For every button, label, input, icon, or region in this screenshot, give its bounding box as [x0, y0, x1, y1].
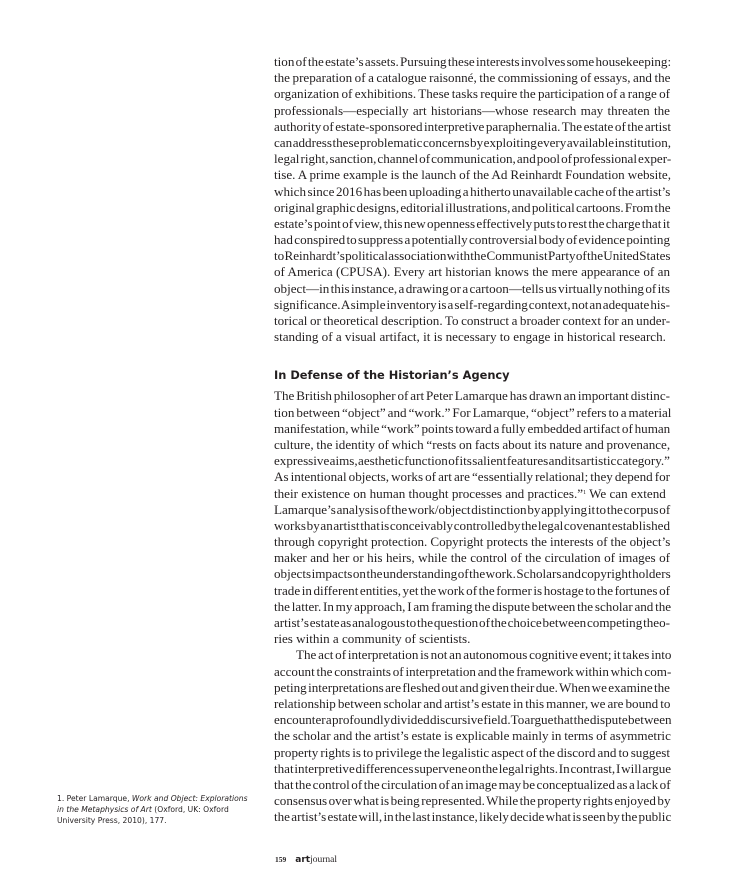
text-line: peting interpretations are fleshed out and given their due. When we examine the — [274, 679, 670, 695]
text-line: that the control of the circulation of an image may be conceptualized as a lack of — [274, 776, 671, 792]
text-line: tion between “object” and “work.” For Lamarque, “object” refers to a material — [274, 404, 672, 420]
text-line: to Reinhardt’s political association with the Communist Party of the United States — [274, 248, 671, 264]
section-paragraph-2 — [274, 647, 670, 825]
text-line: The British philosopher of art Peter Lamarque has drawn an important distinc- — [274, 388, 670, 404]
text-line: had conspired to suppress a potentially controversial body of evidence pointing — [274, 232, 670, 248]
text-line: encounter a profoundly divided discursive field. To argue that the dispute between — [274, 712, 672, 728]
text-line: professionals—especially art historians—whose research may threaten the — [274, 102, 670, 118]
text-line: through copyright protection. Copyright protects the interests of the object’s — [274, 534, 671, 550]
text-line: estate’s point of view, this new openness effectively puts to rest the charge that it — [274, 215, 670, 231]
text-line: culture, the identity of which “rests on facts about its nature and provenance, — [274, 436, 671, 452]
footnote — [57, 793, 257, 827]
text-line: authority of estate-sponsored interpretive paraphernalia. The estate of the artist — [274, 118, 672, 134]
section-body — [274, 388, 670, 825]
text-line: Lamarque’s analysis of the work/object distinction by applying it to the corpus of — [274, 501, 671, 517]
footnote-reference[interactable]: 1 — [583, 489, 587, 496]
text-line: artist’s estate as analogous to the question of the choice between competing theo- — [274, 615, 670, 630]
continued-paragraph — [274, 54, 670, 345]
text-line: the scholar and the artist’s estate is explicable mainly in terms of asymmetric — [274, 728, 671, 744]
text-line: The act of interpretation is not an autonomous cognitive event; it takes into — [296, 647, 672, 663]
text-line: can address these problematic concerns by exploiting every available institution, — [274, 134, 672, 150]
footnote-author: Peter Lamarque, — [66, 794, 130, 803]
text-line: tion of the estate’s assets. Pursuing these interests involves some housekeeping: — [274, 54, 672, 69]
text-line: maker and her or his heirs, while the control of the circulation of images of — [274, 550, 670, 566]
text-line: account the constraints of interpretation and the framework within which com- — [274, 663, 672, 679]
section-heading: In Defense of the Historian’s Agency — [274, 368, 510, 383]
text-line: original graphic designs, editorial illustrations, and political cartoons. From the — [274, 199, 671, 215]
text-line: object—in this instance, a drawing or a cartoon—tells us virtually nothing of its — [274, 280, 670, 296]
text-line: organization of exhibitions. These tasks require the participation of a range of — [274, 86, 670, 102]
text-line: objects impacts on the understanding of the work. Scholars and copyright holders — [274, 566, 671, 582]
text-line: that interpretive differences supervene on the legal rights. In contrast, I will argue — [274, 760, 672, 776]
section-paragraph-1 — [274, 388, 670, 647]
footnote-publisher-1: (Oxford, UK: Oxford — [154, 805, 229, 815]
text-line: consensus over what is being represented. While the property rights enjoyed by — [274, 793, 671, 809]
text-line: significance. A simple inventory is a self-regarding context, not an adequate his- — [274, 296, 670, 312]
footnote-line-1 — [57, 793, 257, 804]
text-line: ries within a community of scientists. — [274, 631, 471, 647]
footnote-number: 1. — [57, 794, 65, 803]
journal-name-bold: art — [295, 855, 311, 865]
footnote-line-2 — [57, 804, 257, 815]
page-footer — [275, 853, 337, 866]
text-line: which since 2016 has been uploading a hitherto unavailable cache of the artist’s — [274, 183, 671, 199]
text-line: As intentional objects, works of art are “essentially relational; they depend for — [274, 469, 670, 485]
journal-name-rest: journal — [310, 855, 337, 865]
text-line: property rights is to privilege the legalistic aspect of the discord and to suggest — [274, 744, 670, 760]
text-line: works by an artist that is conceivably controlled by the legal covenant established — [274, 517, 670, 533]
text-segment: their existence on human thought processes and practices.” — [274, 485, 584, 501]
text-line: legal right, sanction, channel of communication, and pool of professional exper- — [274, 151, 672, 167]
text-line: torical or theoretical description. To construct a broader context for an under- — [274, 313, 671, 328]
text-line: the latter. In my approach, I am framing the dispute between the scholar and the — [274, 598, 672, 614]
text-line: expressive aims, aesthetic function of its salient features and its artistic category.” — [274, 453, 670, 469]
text-line: of America (CPUSA). Every art historian knows the mere appearance of an — [274, 264, 670, 280]
footnote-title-1: Work and Object: Explorations — [131, 794, 248, 803]
text-line: standing of a visual artifact, it is necessary to engage in historical research. — [274, 329, 666, 345]
text-line: manifestation, while “work” points toward a fully embedded artifact of human — [274, 420, 671, 436]
text-line: the preparation of a catalogue raisonné, the commissioning of essays, and the — [274, 70, 671, 86]
footnote-line-3: University Press, 2010), 177. — [57, 816, 167, 826]
text-line: relationship between scholar and artist’s estate in this manner, we are bound to — [274, 695, 671, 711]
text-line: trade in different entities, yet the work of the former is hostage to the fortunes of — [274, 582, 670, 598]
main-text-column — [274, 54, 670, 825]
text-line: tise. A prime example is the launch of the Ad Reinhardt Foundation website, — [274, 167, 672, 183]
text-line: the artist’s estate will, in the last instance, likely decide what is seen by the public — [274, 809, 672, 825]
page-number: 159 — [275, 855, 287, 864]
text-segment: We can extend — [586, 485, 666, 501]
text-line — [274, 486, 670, 502]
footnote-title-2: in the Metaphysics of Art — [57, 805, 152, 815]
